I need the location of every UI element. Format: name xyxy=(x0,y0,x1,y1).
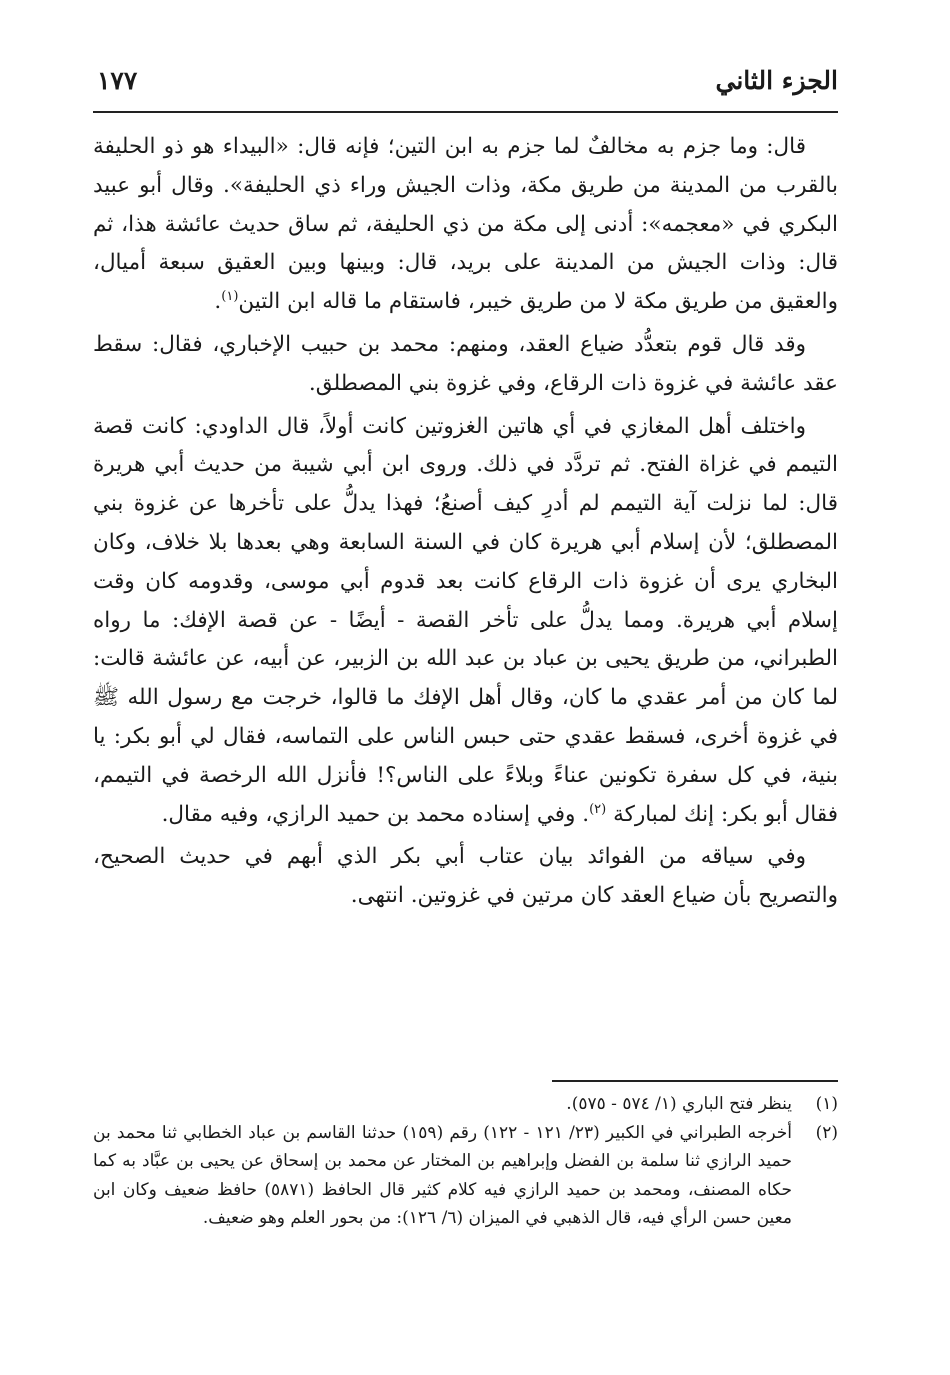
footnote-ref-2: (٢) xyxy=(589,801,607,817)
paragraph-2: وقد قال قوم بتعدُّد ضياع العقد، ومنهم: محمد بن حبيب الإخباري، فقال: سقط عقد عائشة في غزوة ذات الرقاع، وفي غزوة بني المصطلق. xyxy=(93,331,838,396)
footnote-text: أخرجه الطبراني في الكبير (٢٣/ ١٢١ - ١٢٢) رقم (١٥٩) حدثنا القاسم بن عباد الخطابي ثنا محمد بن حميد الرازي ثنا سلمة بن الفضل وإبراهيم بن المختار عن محمد بن إسحاق عن يحيى بن عبَّاد به كما حكاه المصنف، ومحمد بن حميد الرازي فيه كلام كثير قال الحافظ (٥٨٧١) حافظ ضعيف وكان ابن معين حسن الرأي فيه، قال الذهبي في الميزان (٦/ ١٢٦): من بحور العلم وهو ضعيف. xyxy=(93,1122,792,1228)
page-header xyxy=(93,62,838,107)
paragraph-3-end: . وفي إسناده محمد بن حميد الرازي، وفيه مقال. xyxy=(161,801,590,827)
footnote-number: (١) xyxy=(815,1094,838,1114)
footnote-1 xyxy=(93,1090,838,1119)
paragraph-3 xyxy=(93,408,838,835)
page-number: ١٧٧ xyxy=(97,66,138,95)
header-rule xyxy=(93,111,838,113)
paragraph-1-end: . xyxy=(214,289,222,315)
footnote-text: ينظر فتح الباري (١/ ٥٧٤ - ٥٧٥). xyxy=(566,1094,792,1114)
paragraph-4: وفي سياقه من الفوائد بيان عتاب أبي بكر الذي أبهم في حديث الصحيح، والتصريح بأن ضياع العقد كان مرتين في غزوتين. انتهى. xyxy=(93,844,838,909)
paragraph-1 xyxy=(93,128,838,322)
footnotes xyxy=(93,1090,838,1233)
footnote-ref-1: (١) xyxy=(221,289,239,305)
footnote-2 xyxy=(93,1119,838,1233)
paragraph-3-text: واختلف أهل المغازي في أي هاتين الغزوتين كانت أولاً، قال الداودي: كانت قصة التيمم في غزاة الفتح. ثم تردَّد في ذلك. وروى ابن أبي شيبة من حديث أبي هريرة قال: لما نزلت آية التيمم لم أدرِ كيف أصنعُ؛ فهذا يدلُّ على تأخرها عن غزوة بني المصطلق؛ لأن إسلام أبي هريرة كان في السنة السابعة وهي بعدها بلا خلاف، وكان البخاري يرى أن غزوة ذات الرقاع كانت بعد قدوم أبي موسى، وقدومه كان وقت إسلام أبي هريرة. ومما يدلُّ على تأخر القصة - أيضًا - عن قصة الإفك: ما رواه الطبراني، من طريق يحيى بن عباد بن عبد الله بن الزبير، عن أبيه، عن عائشة قالت: لما كان من أمر عقدي ما كان، وقال أهل الإفك ما قالوا، خرجت مع رسول الله ﷺ في غزوة أخرى، فسقط عقدي حتى حبس الناس على التماسه، فقال لي أبو بكر: يا بنية، في كل سفرة تكونين عناءً وبلاءً على الناس؟! فأنزل الله الرخصة في التيمم، فقال أبو بكر: إنك لمباركة xyxy=(93,413,838,827)
footnote-separator xyxy=(552,1080,838,1082)
running-title: الجزء الثاني xyxy=(715,66,838,95)
footnote-number: (٢) xyxy=(815,1122,838,1143)
main-text xyxy=(93,128,838,916)
paragraph-1-text: قال: وما جزم به مخالفٌ لما جزم به ابن التين؛ فإنه قال: «البيداء هو ذو الحليفة بالقرب من المدينة من طريق مكة، وذات الجيش وراء ذي الحليفة». وقال أبو عبيد البكري في «معجمه»: أدنى إلى مكة من ذي الحليفة، ثم ساق حديث عائشة هذا، ثم قال: وذات الجيش من المدينة على بريد، قال: وبينها وبين العقيق سبعة أميال، والعقيق من طريق مكة لا من طريق خيبر، فاستقام ما قاله ابن التين xyxy=(93,134,838,315)
